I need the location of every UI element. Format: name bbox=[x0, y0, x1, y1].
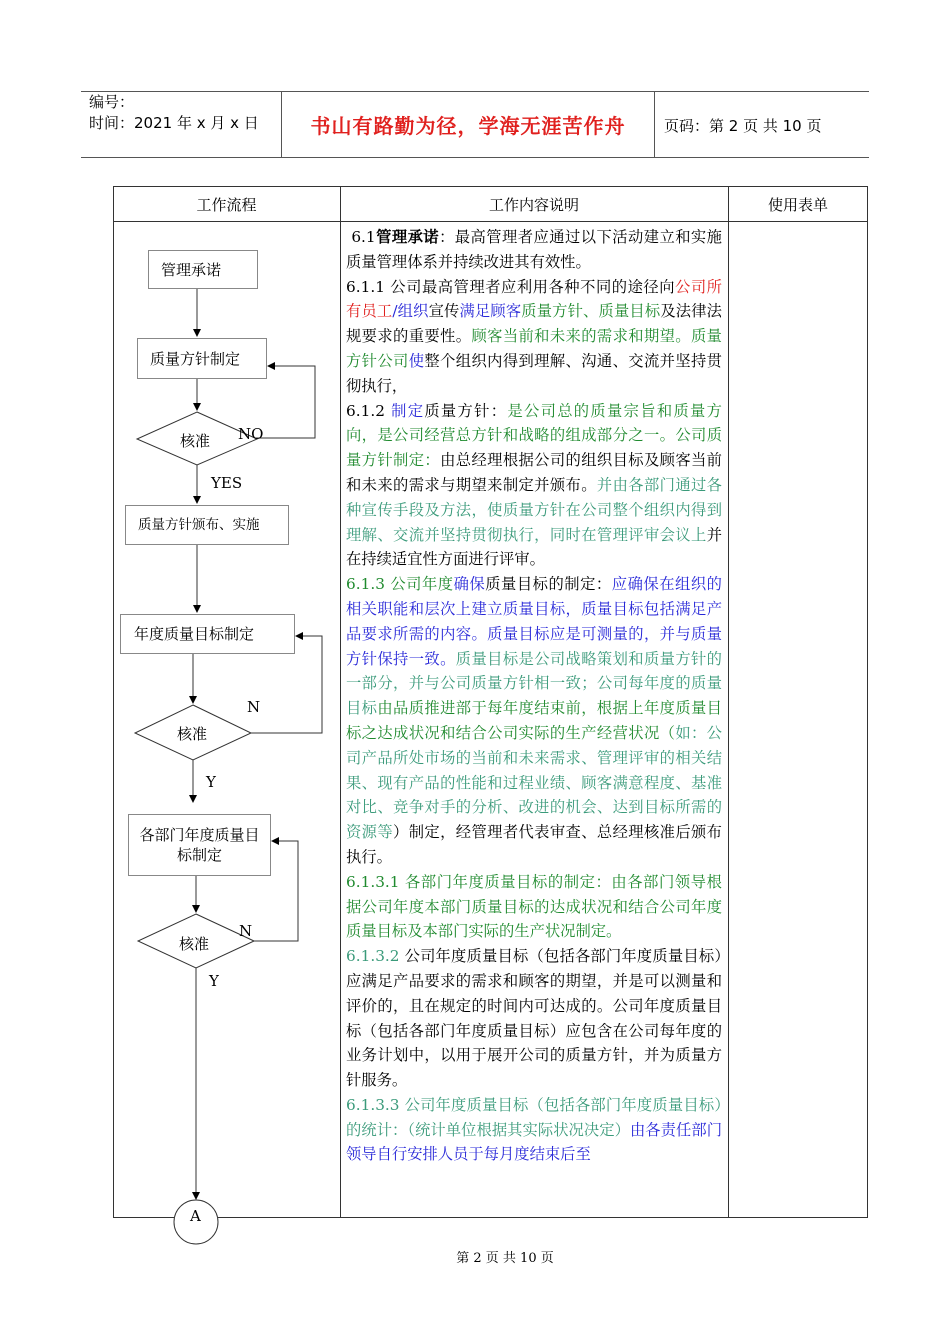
paragraph-6-1-3-3: 6.1.3.3 公司年度质量目标（包括各部门年度质量目标）的统计：（统计单位根据其实际状况决定）由各责任部门领导自行安排人员于每月度结束后至 bbox=[346, 1095, 722, 1164]
flow-label-yes: YES bbox=[211, 474, 243, 492]
paragraph-6-1-2: 6.1.2 制定质量方针：是公司总的质量宗旨和质量方向，是公司经营总方针和战略的组成部分之一。公司质量方针制定：由总经理根据公司的组织目标及顾客当前和未来的需求与期望来制定并颁布。并由各部门通过各种宣传手段及方法，使质量方针在公司整个组织内得到理解、交流并坚持贯彻执行，同时在管理评审会议上并在持续适宜性方面进行评审。 bbox=[346, 401, 722, 569]
column-header-content: 工作内容说明 bbox=[488, 195, 579, 214]
flow-step-dept-goal: 各部门年度质量目标制定 bbox=[128, 814, 271, 876]
flow-decision-approve: 核准 bbox=[179, 935, 210, 953]
work-description bbox=[346, 225, 722, 1215]
flow-decision-approve: 核准 bbox=[177, 725, 208, 743]
flow-step-annual-goal: 年度质量目标制定 bbox=[120, 614, 295, 654]
flow-decision-approve: 核准 bbox=[180, 432, 211, 450]
column-header-forms: 使用表单 bbox=[767, 195, 828, 214]
paragraph-6-1: 6.1管理承诺：最高管理者应通过以下活动建立和实施质量管理体系并持续改进其有效性。 bbox=[346, 228, 722, 271]
paragraph-6-1-3-2: 6.1.3.2 公司年度质量目标（包括各部门年度质量目标）应满足产品要求的需求和顾客的期望，并是可以测量和评价的，且在规定的时间内可达成的。公司年度质量目标（包括各部门年度质量目标）应包含在公司每年度的业务计划中，以用于展开公司的质量方针，并为质量方针服务。 bbox=[346, 947, 722, 1090]
flow-label-no: NO bbox=[238, 425, 264, 443]
column-header-flow: 工作流程 bbox=[196, 195, 257, 214]
flow-step-commit: 管理承诺 bbox=[148, 250, 258, 289]
flow-connector-a: A bbox=[190, 1207, 201, 1225]
flow-label-no: N bbox=[247, 698, 261, 716]
paragraph-6-1-3: 6.1.3 公司年度确保质量目标的制定：应确保在组织的相关职能和层次上建立质量目标，质量目标包括满足产品要求所需的内容。质量目标应是可测量的，并与质量方针保持一致。质量目标是公司战略策划和质量方针的一部分，并与公司质量方针相一致；公司每年度的质量目标由品质推进部于每年度结束前，根据上年度质量目标之达成状况和结合公司实际的生产经营状况（如：公司产品所处市场的当前和未来需求、管理评审的相关结果、现有产品的性能和过程业绩、顾客满意程度、基准对比、竞争对手的分析、改进的机会、达到目标所需的资源等）制定，经管理者代表审查、总经理核准后颁布执行。 bbox=[346, 575, 722, 866]
flow-label-yes: Y bbox=[209, 972, 219, 990]
flow-label-yes: Y bbox=[206, 773, 216, 791]
flow-step-policy-make: 质量方针制定 bbox=[137, 338, 267, 379]
page-footer: 第 2 页 共 10 页 bbox=[456, 1251, 554, 1266]
paragraph-6-1-3-1: 6.1.3.1 各部门年度质量目标的制定：由各部门领导根据公司年度本部门质量目标的达成状况和结合公司年度质量目标及本部门实际的生产状况制定。 bbox=[346, 872, 722, 941]
document-date: 时间：2021 年 x 月 x 日 bbox=[89, 114, 259, 132]
paragraph-6-1-1: 6.1.1 公司最高管理者应利用各种不同的途径向公司所有员工/组织宣传满足顾客质量方针、质量目标及法律法规要求的重要性。顾客当前和未来的需求和期望。质量方针公司使整个组织内得到理解、沟通、交流并坚持贯彻执行， bbox=[346, 277, 722, 395]
page-info: 页码：第 2 页 共 10 页 bbox=[664, 117, 822, 135]
header-motto: 书山有路勤为径，学海无涯苦作舟 bbox=[310, 113, 626, 138]
flow-label-no: N bbox=[239, 922, 253, 940]
document-number-label: 编号： bbox=[89, 93, 135, 111]
flow-step-policy-issue: 质量方针颁布、实施 bbox=[125, 505, 289, 545]
